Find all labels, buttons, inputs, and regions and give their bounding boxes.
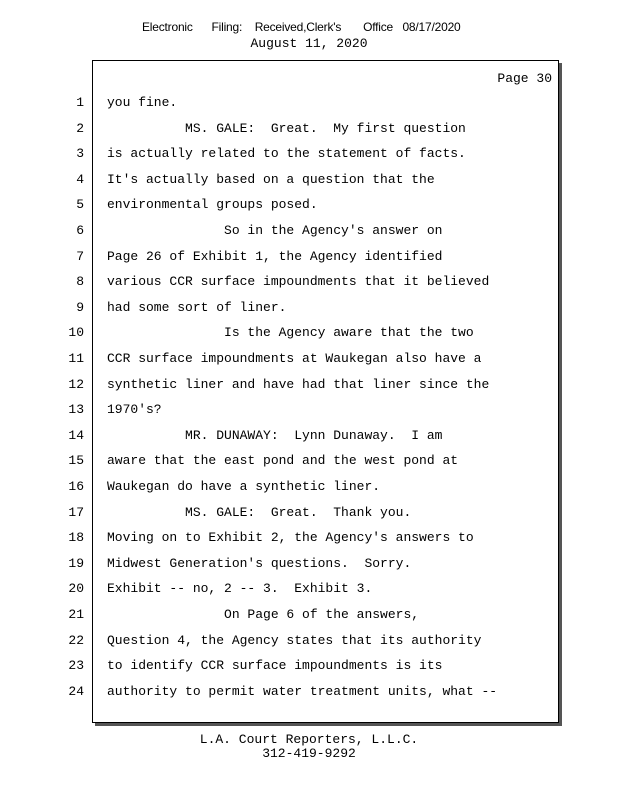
transcript-line: MS. GALE: Great. My first question [107,121,466,136]
line-number: 12 [68,377,84,392]
transcript-line: Question 4, the Agency states that its authority [107,633,482,648]
transcript-line: Exhibit -- no, 2 -- 3. Exhibit 3. [107,581,373,596]
transcript-line: aware that the east pond and the west pond at [107,453,459,468]
line-number: 17 [68,505,84,520]
stamp-office: Office [363,20,394,34]
transcript-line: So in the Agency's answer on [107,223,443,238]
filing-stamp [142,20,482,34]
line-number: 7 [76,249,84,264]
line-number: 21 [68,607,84,622]
transcript-line: to identify CCR surface impoundments is its [107,658,443,673]
line-number: 18 [68,530,84,545]
transcript-line: Page 26 of Exhibit 1, the Agency identified [107,249,443,264]
line-number: 20 [68,581,84,596]
footer-company: L.A. Court Reporters, L.L.C. [199,732,419,747]
line-number: 2 [76,121,84,136]
transcript-line: you fine. [107,95,178,110]
line-number: 9 [76,300,84,315]
transcript-line: synthetic liner and have had that liner since the [107,377,490,392]
line-number: 19 [68,556,84,571]
stamp-electronic: Electronic [142,20,193,34]
line-number: 15 [68,453,84,468]
transcript-line: MR. DUNAWAY: Lynn Dunaway. I am [107,428,443,443]
line-number: 16 [68,479,84,494]
footer-phone: 312-419-9292 [262,746,356,761]
line-number: 3 [76,146,84,161]
transcript-line: Moving on to Exhibit 2, the Agency's answers to [107,530,474,545]
transcript-line: authority to permit water treatment units, what -- [107,684,498,699]
line-number: 6 [76,223,84,238]
stamp-received: Received,Clerk's [254,20,342,34]
line-number: 24 [68,684,84,699]
line-number: 14 [68,428,84,443]
transcript-line: environmental groups posed. [107,197,318,212]
transcript-line: On Page 6 of the answers, [107,607,420,622]
transcript-line: had some sort of liner. [107,300,287,315]
stamp-date: 08/17/2020 [402,20,461,34]
transcript-line: Waukegan do have a synthetic liner. [107,479,381,494]
line-number: 4 [76,172,84,187]
line-number: 23 [68,658,84,673]
transcript-line: is actually related to the statement of facts. [107,146,466,161]
transcript-line: MS. GALE: Great. Thank you. [107,505,412,520]
transcript-line: Is the Agency aware that the two [107,325,474,340]
line-number: 11 [68,351,84,366]
transcript-line: Midwest Generation's questions. Sorry. [107,556,412,571]
page-number: Page 30 [497,71,552,86]
stamp-filing: Filing: [211,20,243,34]
line-number: 5 [76,197,84,212]
line-number: 22 [68,633,84,648]
transcript-line: It's actually based on a question that the [107,172,435,187]
line-number: 13 [68,402,84,417]
footer [0,733,618,761]
line-number: 8 [76,274,84,289]
transcript-line: 1970's? [107,402,162,417]
hearing-date: August 11, 2020 [250,36,368,51]
transcript-line: CCR surface impoundments at Waukegan also have a [107,351,482,366]
transcript-line: various CCR surface impoundments that it believed [107,274,490,289]
line-number: 10 [68,325,84,340]
line-number: 1 [76,95,84,110]
